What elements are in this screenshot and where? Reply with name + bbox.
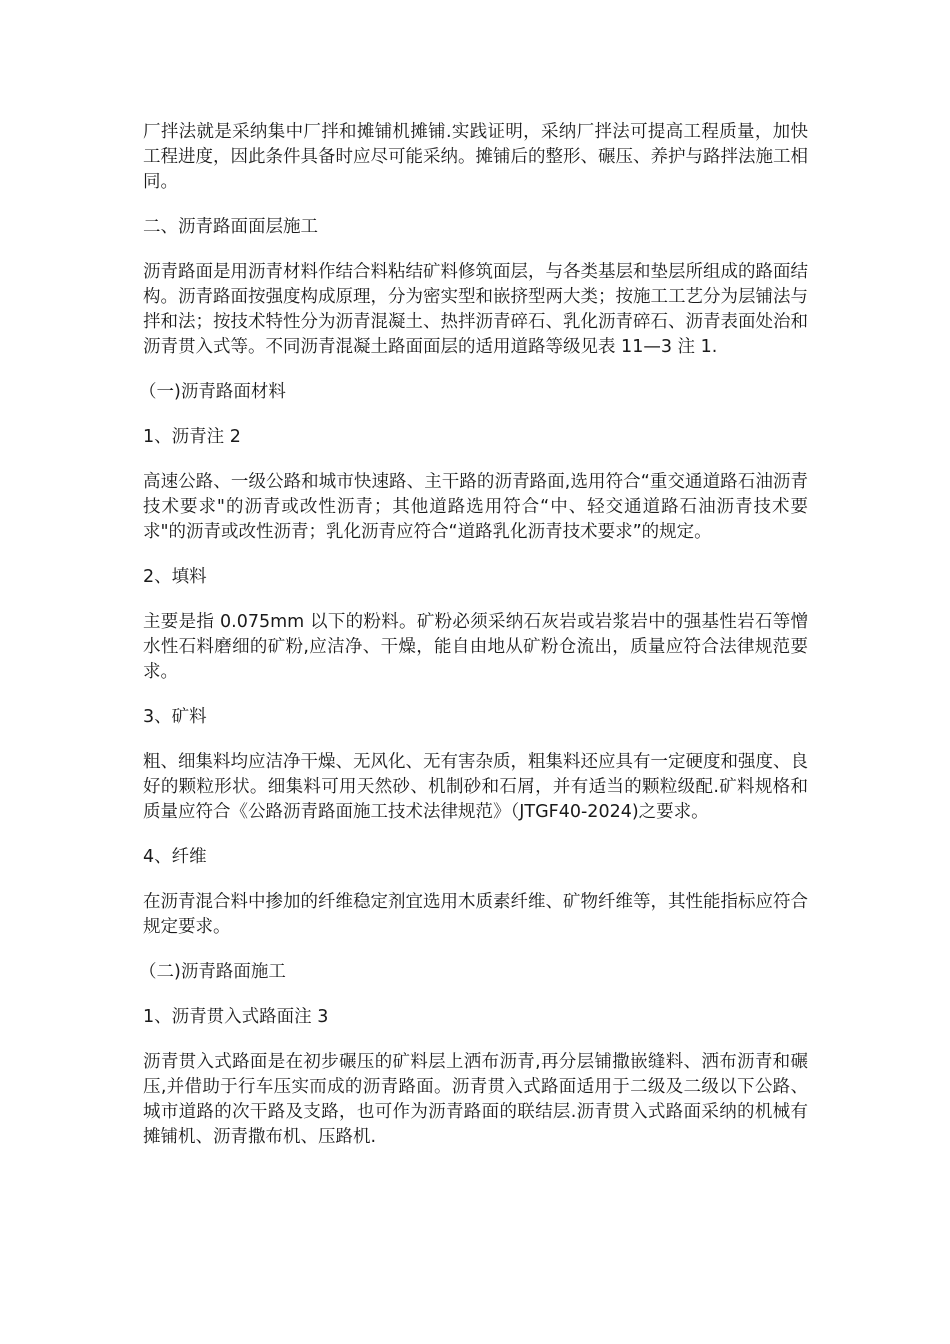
item-heading-fiber: 4、纤维 [143,847,207,867]
item-heading-aggregate: 3、矿料 [143,707,207,727]
item-heading-filler: 2、填料 [143,567,207,587]
paragraph-asphalt-definition: 沥青路面是用沥青材料作结合料粘结矿料修筑面层，与各类基层和垫层所组成的路面结构。沥青路面按强度构成原理，分为密实型和嵌挤型两大类；按施工工艺分为层铺法与拌和法；按技术特性分为沥青混凝土、热拌沥青碎石、乳化沥青碎石、沥青表面处治和沥青贯入式等。不同沥青混凝土路面面层的适用道路等级见表 11—3 注 1. [143,262,808,357]
subsection-heading-materials: （一)沥青路面材料 [139,382,286,402]
item-heading-asphalt: 1、沥青注 2 [143,427,241,447]
paragraph-penetration: 沥青贯入式路面是在初步碾压的矿料层上洒布沥青,再分层铺撒嵌缝料、洒布沥青和碾压,并借助于行车压实而成的沥青路面。沥青贯入式路面适用于二级及二级以下公路、城市道路的次干路及支路，也可作为沥青路面的联结层.沥青贯入式路面采纳的机械有摊铺机、沥青撒布机、压路机. [143,1052,808,1147]
paragraph-aggregate: 粗、细集料均应洁净干燥、无风化、无有害杂质，粗集料还应具有一定硬度和强度、良好的颗粒形状。细集料可用天然砂、机制砂和石屑，并有适当的颗粒级配.矿料规格和质量应符合《公路沥青路面施工技术法律规范》（JTGF40-2024)之要求。 [143,752,808,822]
section-heading-asphalt-surface: 二、沥青路面面层施工 [143,217,318,237]
subsection-heading-construction: （二)沥青路面施工 [139,962,286,982]
paragraph-fiber: 在沥青混合料中掺加的纤维稳定剂宜选用木质素纤维、矿物纤维等，其性能指标应符合规定要求。 [143,892,808,937]
item-heading-penetration: 1、沥青贯入式路面注 3 [143,1007,329,1027]
paragraph-filler: 主要是指 0.075mm 以下的粉料。矿粉必须采纳石灰岩或岩浆岩中的强基性岩石等憎水性石料磨细的矿粉,应洁净、干燥，能自由地从矿粉仓流出，质量应符合法律规范要求。 [143,612,808,682]
document-body [139,120,808,1170]
paragraph-plant-mixing: 厂拌法就是采纳集中厂拌和摊铺机摊铺.实践证明，采纳厂拌法可提高工程质量，加快工程进度，因此条件具备时应尽可能采纳。摊铺后的整形、碾压、养护与路拌法施工相同。 [143,122,808,192]
paragraph-asphalt-requirements: 高速公路、一级公路和城市快速路、主干路的沥青路面,选用符合“重交通道路石油沥青技术要求"的沥青或改性沥青；其他道路选用符合“中、轻交通道路石油沥青技术要求"的沥青或改性沥青；乳化沥青应符合“道路乳化沥青技术要求”的规定。 [143,472,808,542]
